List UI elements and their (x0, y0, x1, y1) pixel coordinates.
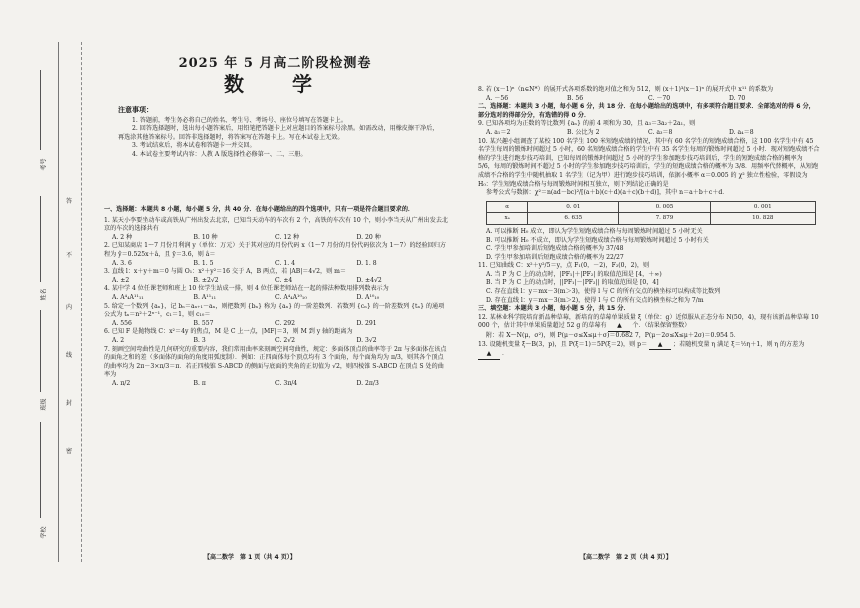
side-label-school: 学校 (40, 526, 48, 539)
option: D. 学生甲参加培训后短跑成绩合格的概率为 22/27 (486, 253, 624, 261)
option: C. 1. 4 (275, 259, 295, 267)
answer-blank: ▲ (649, 341, 671, 351)
option: B. π (193, 379, 206, 387)
section-heading: 二、选择题：本题共 3 小题，每小题 6 分，共 18 分．在每小题给出的选项中，有多项符合题目要求．全部选对的得 6 分，部分选对的得部分分，有选错的得 0 分． (478, 103, 815, 119)
notice-item: 3. 考试结束后，将本试卷和答题卡一并交回。 (132, 142, 256, 150)
seal-char: 答 (65, 198, 72, 205)
question-text: 9. 已知各项均为正数的等比数列 {aₙ} 的前 4 项和为 30，且 a₃＝3a₂＋2a₁，则 (478, 120, 696, 128)
reference-formula: 参考公式与数据：χ²＝n(ad－bc)²/[(a＋b)(c＋d)(a＋c)(b＋d)]，其中 n＝a＋b＋c＋d． (486, 189, 729, 197)
table-row (487, 213, 816, 225)
option: C. A⁴₄A¹⁰₁₀ (275, 293, 307, 301)
table-cell: 7. 879 (619, 213, 710, 225)
option: C. 存在直线 l：y＝mx－3(m＞3)，使得 l 与 C 的所有交点的横坐标可以构成等比数列 (486, 288, 721, 296)
question-stem: 13. 设随机变量 ξ～B(3，p)，且 P(ξ＝1)＝5P(ξ＝2)，则 p＝ (478, 340, 648, 348)
table-cell: 0. 005 (619, 201, 710, 213)
notice-item: 2. 回答选择题时，选出每小题答案后，用铅笔把答题卡上对应题目的答案标号涂黑。如需改动，用橡皮擦干净后，再选涂其他答案标号。回答非选择题时，将答案写在答题卡上。写在本试卷上无效。 (118, 125, 439, 141)
page-footer: 【高二数学 第 2 页（共 4 页）】 (580, 554, 672, 561)
option: A. 可以推断 H₀ 成立，即认为学生短跑成绩合格与每周锻炼时间超过 5 小时无关 (486, 227, 703, 235)
option: A. 2 (112, 336, 125, 344)
option: B. ±2√2 (193, 276, 219, 284)
table-cell: 0. 001 (710, 201, 815, 213)
option: A. ±2 (112, 276, 130, 284)
exam-title: 2025 年 5 月高二阶段检测卷 (178, 56, 372, 71)
notice-heading: 注意事项： (118, 106, 153, 114)
question-text: 11. 已知曲线 C：x²＋y²/5＝y，点 F₁(0，－2)，F₂(0，2)，则 (478, 262, 650, 270)
option: A. 556 (112, 319, 132, 327)
right-questions (478, 86, 820, 360)
seal-char: 密 (65, 448, 72, 455)
option: D. 70 (729, 94, 746, 102)
exam-subject: 数 学 (224, 72, 326, 96)
option: D. A¹⁰₁₀ (356, 293, 380, 301)
option: C. a₃＝8 (648, 128, 673, 136)
notice-item: 4. 本试卷主要考试内容：人教 A 版选择性必修第一、二、三册。 (132, 150, 307, 158)
section-heading: 一、选择题：本题共 8 小题，每小题 5 分，共 40 分．在每小题给出的四个选项中，只有一项是符合题目要求的． (104, 206, 415, 213)
option: A. 3. 6 (112, 259, 132, 267)
option: B. A¹¹₁₁ (193, 293, 217, 301)
question-stem: 12. 某林业科学院培育新品种草莓，新培育的草莓单果质量 ξ（单位：g）近似服从正态分布 N(50，4)，现有该新品种草莓 10 000 个，估计其中单果质量超过 52 g 的草莓有 (478, 313, 819, 330)
option: C. 12 种 (275, 233, 300, 241)
option: B. 当 P 为 C 上的动点时，||PF₁|－|PF₂|| 的取值范围是 [0，4] (486, 279, 659, 287)
side-fill-line (40, 196, 41, 282)
question-text: 10. 某兴趣小组调查了某校 100 名学生 100 米短跑成绩的情况，其中有 60 名学生的短跑成绩合格，这 100 名学生中有 45 名学生每周的锻炼时间超过 5 小时，60 名短跑成绩合格的学生中有 35 名学生每周的锻炼时间超过 5 小时．现对短跑成绩不合格的学生进行跑步技巧培训，已知每周的锻炼时间超过 5 小时的学生参加跑步技巧培训后，学生的短跑成绩合格的概率为 5/6，每周的锻炼时间不超过 5 小时的学生参加跑步技巧培训后，学生的短跑成绩合格的概率为 3/8．用频率代替概率，从短跑成绩不合格的学生中随机抽取 1 名学生（记为甲）进行跑步技巧培训，依据小概率 α＝0.005 的 χ² 独立性检验，零假设为 H₀：学生短跑成绩合格与每周锻炼时间相互独立，则下列结论正确的是 (478, 137, 820, 188)
page-footer: 【高二数学 第 1 页（共 4 页）】 (204, 554, 296, 561)
answer-blank: ▲ (608, 322, 630, 332)
seal-char: 线 (65, 352, 72, 359)
option: A. 当 P 为 C 上的动点时，|PF₁|＋|PF₂| 的取值范围是 [4，＋∞) (486, 270, 662, 278)
option: D. 291 (356, 319, 377, 327)
seal-char: 封 (65, 400, 72, 407)
option: B. 公比为 2 (567, 128, 600, 136)
option-row (104, 294, 448, 303)
option: D. 1. 8 (356, 259, 377, 267)
question-text: 1. 某天小李要坐动车或高铁从广州出发去北京，已知当天动车的车次有 2 个，高铁的车次有 10 个，则小李当天从广州出发去北京的车次的选择共有 (104, 216, 449, 233)
option: B. 1. 5 (193, 259, 214, 267)
option: C. ±4 (275, 276, 293, 284)
critical-value-table (486, 201, 816, 225)
question-text: 4. 某中学 4 位任课老师和班上 10 位学生站成一排，则 4 位任课老师站在一起的排法种数用排列数表示为 (104, 285, 389, 293)
question-text: 6. 已知 F 是抛物线 C：x²＝4y 的焦点，M 是 C 上一点，|MF|＝3，则 M 到 y 轴的距离为 (104, 328, 353, 336)
question-text: 8. 若 (x－1)ⁿ（n∈N*）的展开式各项系数的绝对值之和为 512，则 (x＋1)³(x－1)ⁿ 的展开式中 x¹¹ 的系数为 (478, 86, 774, 93)
question-text (478, 314, 820, 332)
table-cell: 0. 01 (528, 201, 619, 213)
option-row (478, 95, 820, 104)
option: C. －70 (648, 94, 671, 102)
option: A. －56 (486, 94, 509, 102)
notice-block (118, 106, 440, 160)
option-row (104, 380, 448, 389)
option-row (478, 129, 820, 138)
option: A. π/2 (112, 379, 131, 387)
side-fill-line (40, 70, 41, 150)
question-tail: 个．（结果保留整数） (632, 322, 691, 330)
option-row (104, 337, 448, 346)
seal-char: 内 (65, 304, 72, 311)
side-fill-line (40, 422, 41, 518)
question-text: 5. 给定一个数列 {aₙ}，记 bₙ＝aₙ₊₁－aₙ，则把数列 {bₙ} 称为 {aₙ} 的一阶差数列．若数列 {cₙ} 的一阶差数列 {tₙ} 的通项公式为 tₙ＝n²＋2ⁿ⁻¹，c₁＝1，则 c₁₀＝ (104, 302, 445, 319)
option: C. 2√2 (275, 336, 295, 344)
option: A. 2 种 (112, 233, 133, 241)
side-label-exam-number: 考号 (40, 158, 48, 171)
question-text: 7. 刻画空间弯曲性是几何研究的重要内容，我们常用曲率来刻画空间弯曲性，规定：多面体顶点的曲率等于 2π 与多面体在该点的面角之和的差（多面体的面角的角度用弧度制）．例如：正四面体每个顶点均有 3 个面角，每个面角均为 π/3，则其各个顶点的曲率均为 2π－3×π/3＝π．若正四棱锥 S-ABCD 的侧面与底面的夹角的正切值为 √2，则四棱锥 S-ABCD 在顶点 S 处的曲率为 (104, 345, 447, 379)
option-row (104, 260, 448, 269)
option: B. 557 (193, 319, 214, 327)
question-note: 附：若 X～N(μ，σ²)，则 P(μ－σ≤X≤μ＋σ)＝0.682 7，P(μ－2σ≤X≤μ＋2σ)＝0.954 5． (486, 332, 740, 340)
option: B. 3 (193, 336, 206, 344)
option: D. a₄＝8 (729, 128, 754, 136)
option: B. 56 (567, 94, 584, 102)
notice-item: 1. 答题前，考生务必将自己的姓名、考生号、考场号、座位号填写在答题卡上。 (132, 116, 347, 124)
side-label-name: 姓名 (40, 288, 48, 301)
option: D. 20 种 (356, 233, 381, 241)
table-cell: 6. 635 (528, 213, 619, 225)
question-text (478, 341, 820, 360)
option: C. 3π/4 (275, 379, 298, 387)
side-fill-line (40, 310, 41, 392)
table-cell: 10. 828 (710, 213, 815, 225)
option: D. 存在直线 l：y＝mx－3(m＞2)，使得 l 与 C 的所有交点的横坐标之和为 7/m (486, 296, 704, 304)
table-cell: α (487, 201, 528, 213)
option: D. ±4√2 (356, 276, 382, 284)
side-label-class: 班级 (40, 398, 48, 411)
option: C. 学生甲参加培训后短跑成绩合格的概率为 37/48 (486, 245, 624, 253)
question-text: 2. 已知某商店 1～7 月份月利润 y（单位：万元）关于其对应的月份代码 x（1～7 月份的月份代码依次为 1～7）的经验回归方程为 ŷ＝0.525x＋â，且 ȳ＝3.6，则 â＝ (104, 242, 447, 258)
option: B. 10 种 (193, 233, 218, 241)
seal-char: 不 (65, 252, 72, 259)
binding-strip (58, 42, 82, 562)
table-row (487, 201, 816, 213)
option: A. A⁴₄A¹¹₁₁ (112, 293, 144, 301)
section-heading: 三、填空题：本题共 3 小题，每小题 5 分，共 15 分． (478, 305, 630, 313)
left-questions (104, 206, 448, 388)
question-end: ． (501, 350, 509, 358)
option: D. 3√2 (356, 336, 377, 344)
option: C. 292 (275, 319, 295, 327)
question-mid: ；若随机变量 η 满足 ξ＝½η＋1，则 η 的方差为 (673, 340, 805, 348)
option: B. 可以推断 H₀ 不成立，即认为学生短跑成绩合格与每周锻炼时间超过 5 小时有关 (486, 236, 709, 244)
question-text: 3. 直线 l：x＋y＋m＝0 与圆 O₁：x²＋y²＝16 交于 A，B 两点，若 |AB|＝4√2，则 m＝ (104, 268, 347, 276)
table-cell: xₐ (487, 213, 528, 225)
option: D. 2π/3 (356, 379, 379, 387)
option: A. a₁＝2 (486, 128, 511, 136)
answer-blank: ▲ (478, 350, 500, 360)
